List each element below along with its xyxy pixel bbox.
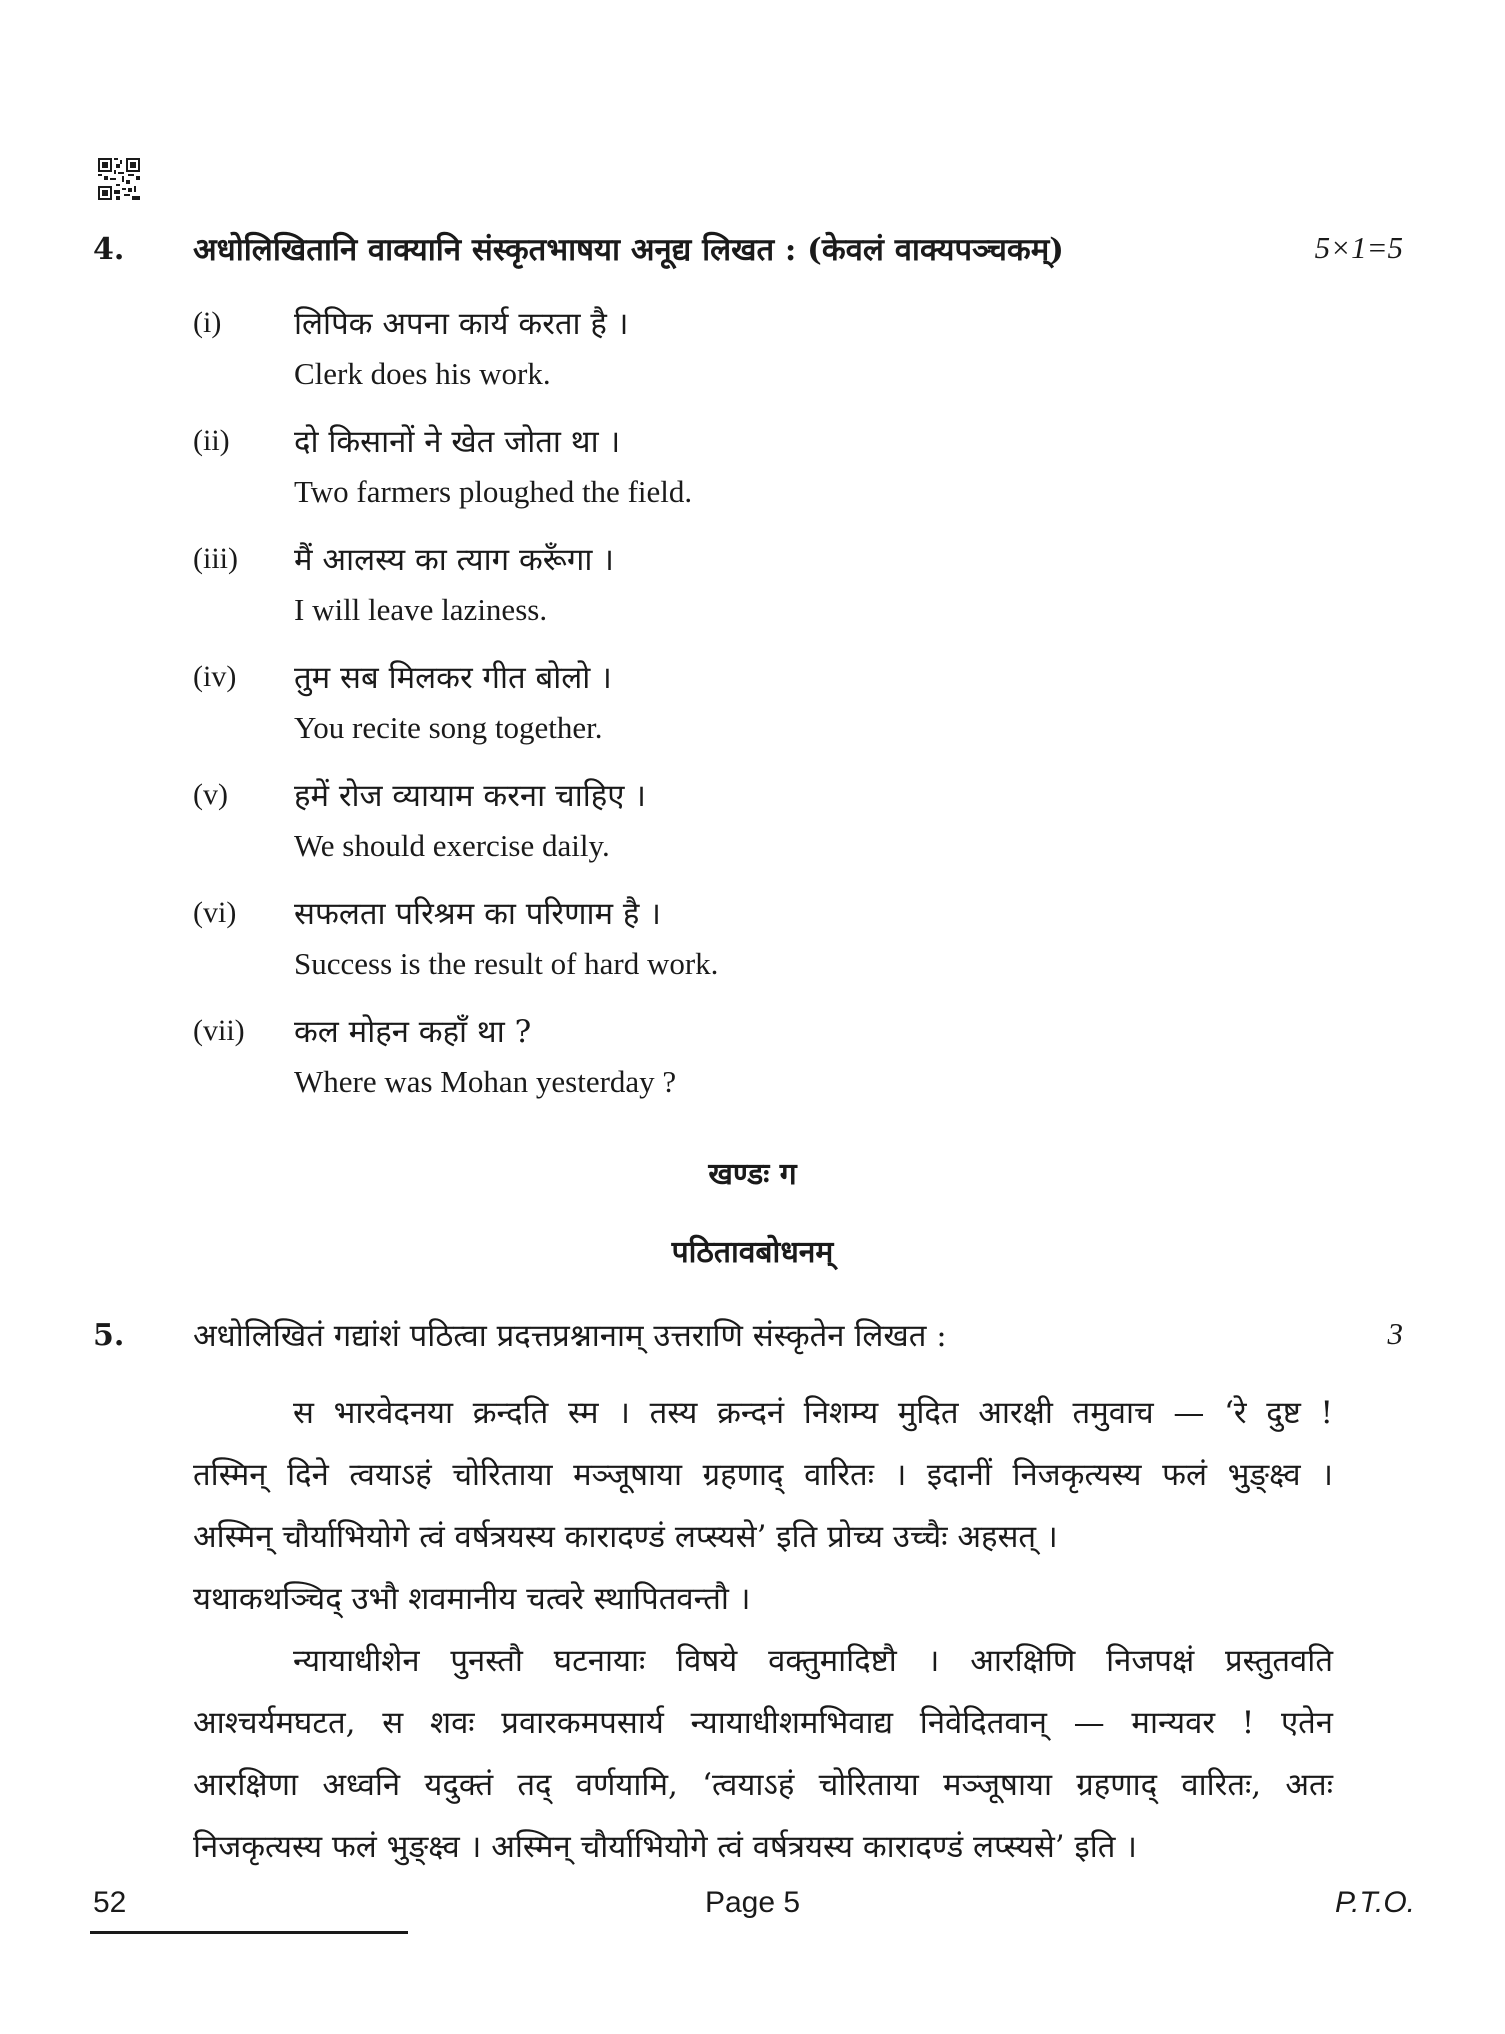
footer-rule (90, 1931, 408, 1934)
item-english-sentence: Where was Mohan yesterday ? (294, 1064, 677, 1099)
question-5-instruction: अधोलिखितं गद्यांशं पठित्वा प्रदत्तप्रश्नानाम् उत्तराणि संस्कृतेन लिखत : (193, 1318, 947, 1354)
section-title: खण्डः ग (708, 1157, 797, 1192)
passage-line: अस्मिन् चौर्याभियोगे त्वं वर्षत्रयस्य कारादण्डं लप्स्यसे’ इति प्रोच्य उच्चैः अहसत् । (193, 1519, 1058, 1555)
passage-paragraph-2 (193, 1630, 1333, 1878)
passage-line: आरक्षिणा अध्वनि यदुक्तं तद् वर्णयामि, ‘त्वयाऽहं चोरिताया मञ्जूषाया ग्रहणाद् वारितः, अतः (193, 1767, 1333, 1803)
question-5-marks: 3 (1387, 1316, 1403, 1351)
item-roman-numeral: (iii) (193, 542, 238, 575)
item-hindi-sentence: मैं आलस्य का त्याग करूँगा । (294, 542, 614, 578)
item-roman-numeral: (iv) (193, 660, 237, 693)
pto-label: P.T.O. (1334, 1886, 1415, 1919)
item-english-sentence: Two farmers ploughed the field. (294, 474, 693, 509)
item-hindi-sentence: हमें रोज व्यायाम करना चाहिए । (294, 778, 646, 814)
question-4-marks: 5×1=5 (1314, 230, 1403, 265)
item-english-sentence: Success is the result of hard work. (294, 946, 719, 981)
item-hindi-sentence: दो किसानों ने खेत जोता था । (294, 424, 621, 460)
passage-paragraph-1 (193, 1382, 1333, 1630)
passage-line: न्यायाधीशेन पुनस्तौ घटनायाः विषये वक्तुमादिष्टौ । आरक्षिणि निजपक्षं प्रस्तुतवति (293, 1643, 1333, 1679)
passage-line: यथाकथञ्चिद् उभौ शवमानीय चत्वरे स्थापितवन्तौ । (193, 1581, 751, 1617)
page-number: Page 5 (704, 1886, 801, 1919)
item-english-sentence: I will leave laziness. (294, 592, 548, 627)
passage-line: आश्चर्यमघटत, स शवः प्रवारकमपसार्य न्यायाधीशमभिवाद्य निवेदितवान् — मान्यवर ! एतेन (193, 1705, 1333, 1741)
item-hindi-sentence: लिपिक अपना कार्य करता है । (294, 306, 629, 342)
item-roman-numeral: (i) (193, 306, 222, 339)
question-5-number: 5. (93, 1318, 125, 1353)
paper-code: 52 (93, 1886, 127, 1919)
qr-code-icon (98, 158, 140, 200)
item-roman-numeral: (vi) (193, 896, 237, 929)
section-subtitle: पठितावबोधनम् (671, 1235, 834, 1270)
item-english-sentence: We should exercise daily. (294, 828, 610, 863)
item-roman-numeral: (vii) (193, 1014, 245, 1047)
item-hindi-sentence: कल मोहन कहाँ था ? (294, 1014, 532, 1050)
question-4-instruction: अधोलिखितानि वाक्यानि संस्कृतभाषया अनूद्य लिखत : (केवलं वाक्यपञ्चकम्) (193, 232, 1064, 268)
passage-line: स भारवेदनया क्रन्दति स्म । तस्य क्रन्दनं निशम्य मुदित आरक्षी तमुवाच — ‘रे दुष्ट ! (293, 1395, 1333, 1431)
item-english-sentence: You recite song together. (294, 710, 603, 745)
passage-line: निजकृत्यस्य फलं भुङ्क्ष्व । अस्मिन् चौर्याभियोगे त्वं वर्षत्रयस्य कारादण्डं लप्स्यसे’ इति । (193, 1829, 1138, 1865)
item-english-sentence: Clerk does his work. (294, 356, 551, 391)
item-hindi-sentence: तुम सब मिलकर गीत बोलो । (294, 660, 612, 696)
item-roman-numeral: (ii) (193, 424, 230, 457)
item-hindi-sentence: सफलता परिश्रम का परिणाम है । (294, 896, 661, 932)
passage-line: तस्मिन् दिने त्वयाऽहं चोरिताया मञ्जूषाया ग्रहणाद् वारितः । इदानीं निजकृत्यस्य फलं भुङ्क्ष्व । (193, 1457, 1333, 1493)
question-4-number: 4. (93, 232, 125, 267)
item-roman-numeral: (v) (193, 778, 228, 811)
